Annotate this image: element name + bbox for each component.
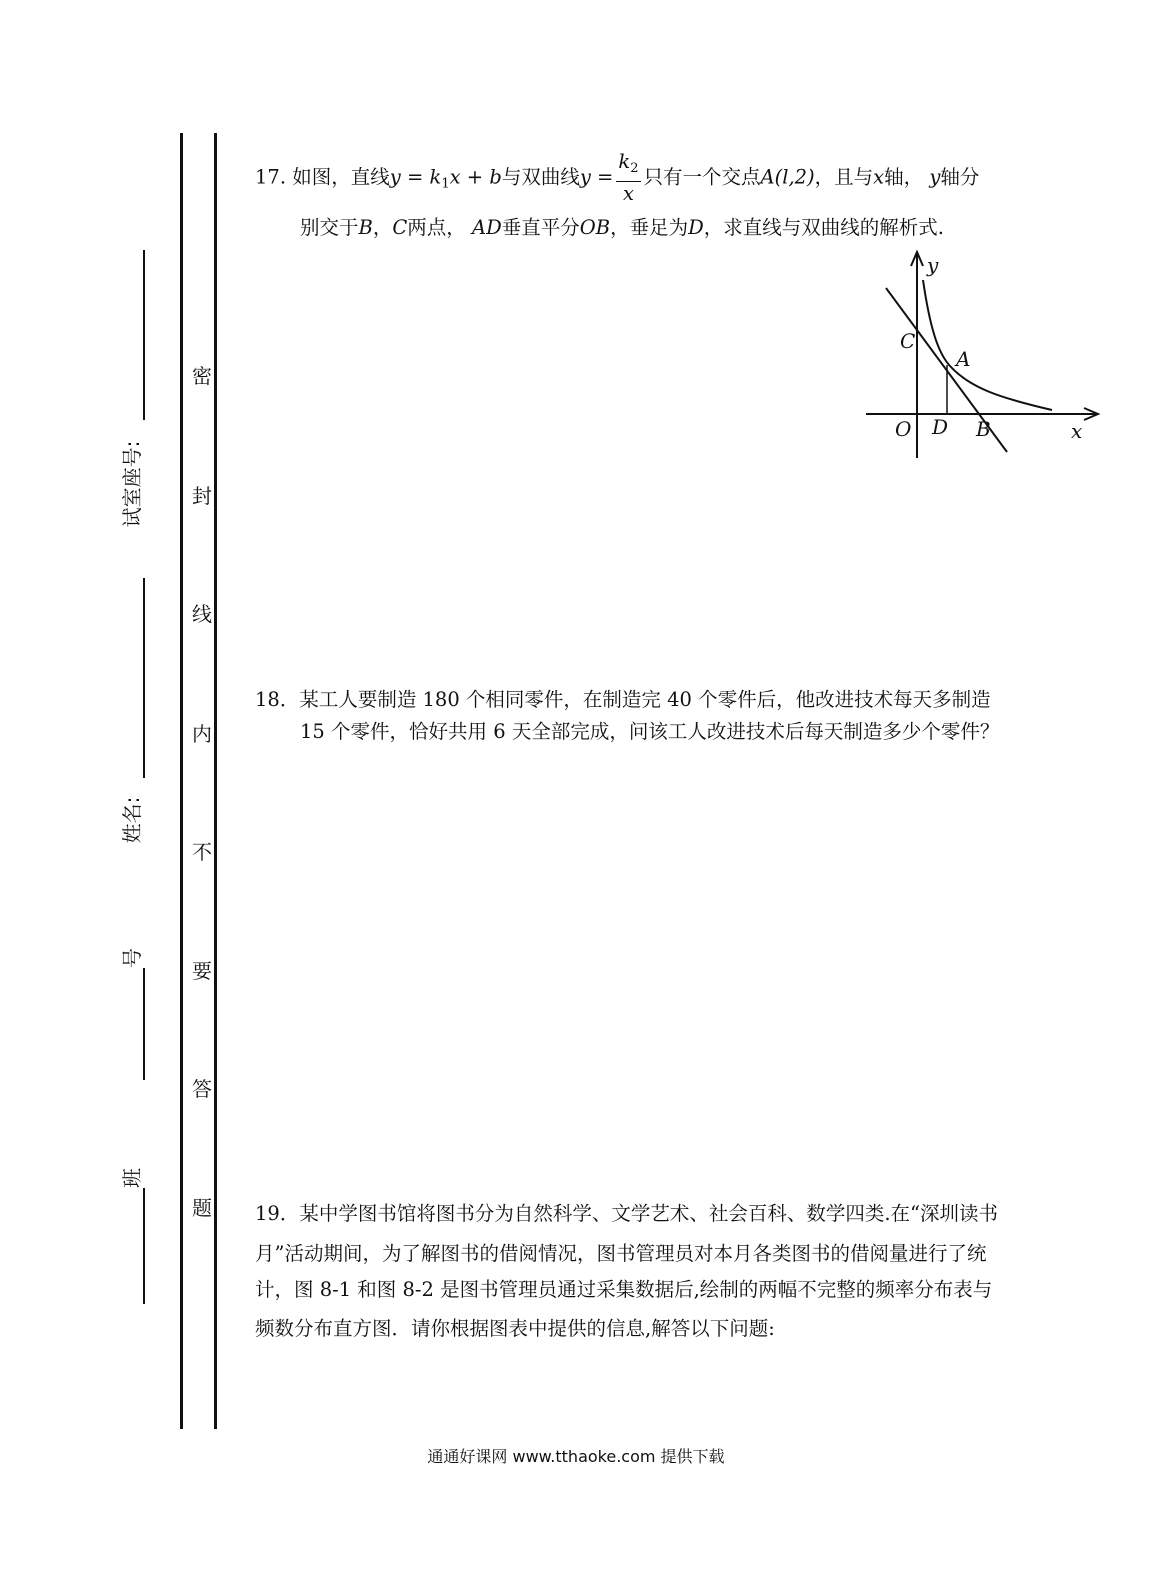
seal-char-2: 封 — [192, 484, 212, 508]
seal-char-4: 内 — [192, 722, 212, 746]
question-17-line2: 别交于B，C两点， AD垂直平分OB，垂足为D，求直线与双曲线的解析式. — [300, 216, 944, 239]
seat-blank-line — [143, 250, 145, 420]
seal-char-3: 线 — [192, 602, 212, 626]
hyperbola-curve — [923, 280, 1052, 410]
seal-char-7: 答 — [192, 1077, 212, 1101]
question-19-line1: 19．某中学图书馆将图书分为自然科学、文学艺术、社会百科、数学四类.在“深圳读书 — [255, 1202, 998, 1225]
q17-number: 17. — [255, 165, 287, 189]
seal-char-8: 题 — [192, 1196, 212, 1220]
number-label: 号 — [120, 948, 144, 968]
seal-char-6: 要 — [192, 959, 212, 983]
question-18-line2: 15 个零件，恰好共用 6 天全部完成，问该工人改进技术后每天制造多少个零件？ — [300, 720, 1000, 743]
seal-char-1: 密 — [192, 364, 212, 388]
number-blank-line — [143, 968, 145, 1080]
label-a: A — [956, 347, 971, 371]
label-y: y — [927, 253, 939, 277]
footer-text: 通通好课网 www.tthaoke.com 提供下载 — [427, 1447, 725, 1466]
question-17-line1: 17. 如图，直线$y = k_1x + b$与双曲线y = $\frac{k_2}{x}$ 只有一个交点A(l,2)，且与x轴， y轴分 — [255, 150, 980, 205]
question-19-line3: 计，图 8-1 和图 8-2 是图书管理员通过采集数据后,绘制的两幅不完整的频率分布表与 — [255, 1278, 993, 1301]
question-19-line2: 月”活动期间，为了解图书的借阅情况，图书管理员对本月各类图书的借阅量进行了统 — [255, 1242, 987, 1265]
label-d: D — [932, 415, 949, 439]
class-blank-line — [143, 1188, 145, 1304]
seat-number-label: 试室座号: — [120, 440, 144, 528]
question-19-line4: 频数分布直方图．请你根据图表中提供的信息,解答以下问题: — [255, 1317, 775, 1340]
seal-char-5: 不 — [192, 840, 212, 864]
q17-figure — [860, 248, 1110, 470]
label-o: O — [895, 417, 912, 441]
name-blank-line — [143, 578, 145, 778]
name-label: 姓名: — [120, 796, 144, 844]
label-b: B — [976, 417, 991, 441]
margin-line-outer — [180, 133, 183, 1429]
hyperbola-fraction: $\frac{k_2}{x}$ — [618, 150, 639, 205]
label-x: x — [1071, 419, 1083, 443]
question-18-line1: 18．某工人要制造 180 个相同零件，在制造完 40 个零件后，他改进技术每天多制造 — [255, 688, 991, 711]
margin-line-inner — [214, 133, 217, 1429]
class-label: 班 — [120, 1168, 144, 1188]
label-c: C — [900, 329, 916, 353]
